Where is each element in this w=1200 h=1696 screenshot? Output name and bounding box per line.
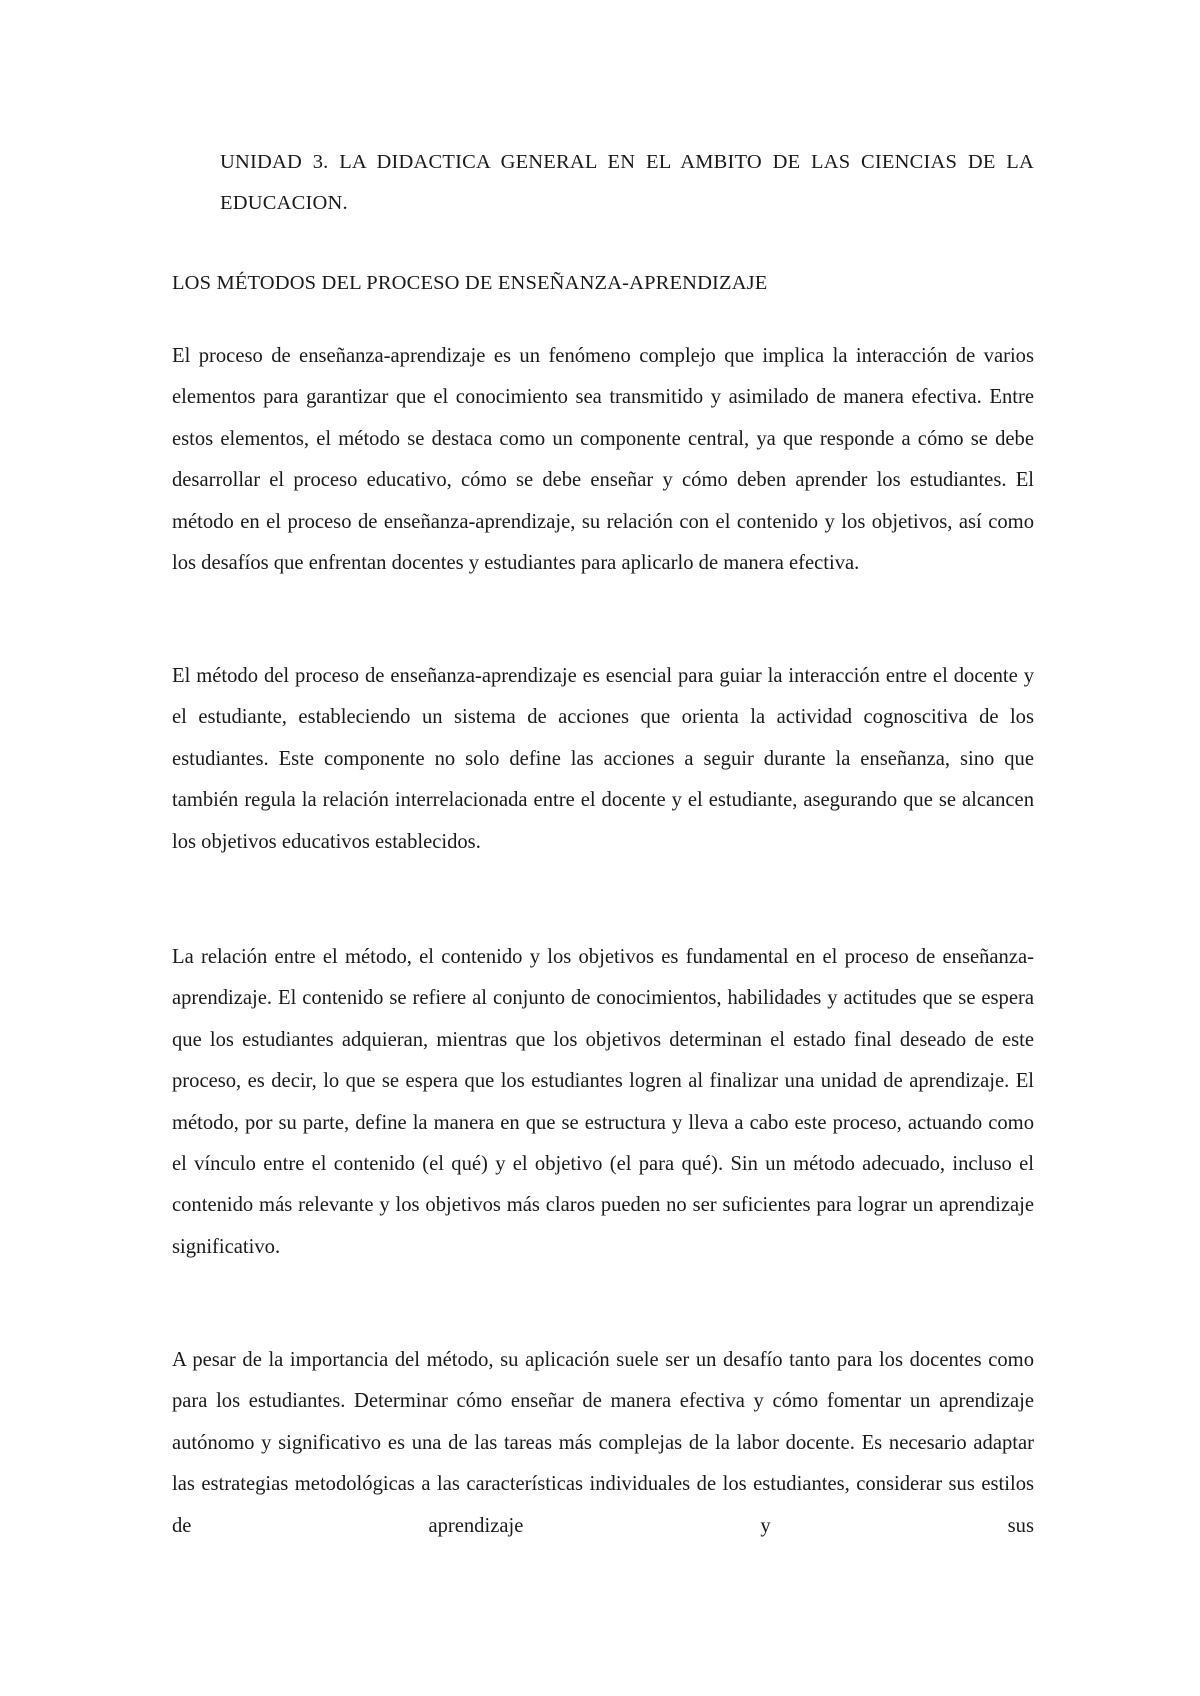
- body-paragraph-1: El proceso de enseñanza-aprendizaje es un fenómeno complejo que implica la interacción de varios elementos para garantizar que el conocimiento sea transmitido y asimilado de manera efectiva. Entre estos elementos, el método se destaca como un componente central, ya que responde a cómo se debe desarrollar el proceso educativo, cómo se debe enseñar y cómo deben aprender los estudiantes. El método en el proceso de enseñanza-aprendizaje, su relación con el contenido y los objetivos, así como los desafíos que enfrentan docentes y estudiantes para aplicarlo de manera efectiva.: [172, 345, 1034, 575]
- body-paragraph-2: El método del proceso de enseñanza-aprendizaje es esencial para guiar la interacción entre el docente y el estudiante, estableciendo un sistema de acciones que orienta la actividad cognoscitiva de los estudiantes. Este componente no solo define las acciones a seguir durante la enseñanza, sino que también regula la relación interrelacionada entre el docente y el estudiante, asegurando que se alcancen los objetivos educativos establecidos.: [172, 665, 1034, 853]
- unit-title: UNIDAD 3. LA DIDACTICA GENERAL EN EL AMBITO DE LAS CIENCIAS DE LA EDUCACION.: [220, 151, 1034, 214]
- body-paragraph-4: A pesar de la importancia del método, su aplicación suele ser un desafío tanto para los docentes como para los estudiantes. Determinar cómo enseñar de manera efectiva y cómo fomentar un aprendizaje autónomo y significativo es una de las tareas más complejas de la labor docente. Es necesario adaptar las estrategias metodológicas a las características individuales de los estudiantes, considerar sus estilos de aprendizaje y sus: [172, 1349, 1034, 1537]
- body-paragraph-3: La relación entre el método, el contenido y los objetivos es fundamental en el proceso de enseñanza-aprendizaje. El contenido se refiere al conjunto de conocimientos, habilidades y actitudes que se espera que los estudiantes adquieran, mientras que los objetivos determinan el estado final deseado de este proceso, es decir, lo que se espera que los estudiantes logren al finalizar una unidad de aprendizaje. El método, por su parte, define la manera en que se estructura y lleva a cabo este proceso, actuando como el vínculo entre el contenido (el qué) y el objetivo (el para qué). Sin un método adecuado, incluso el contenido más relevante y los objetivos más claros pueden no ser suficientes para lograr un aprendizaje significativo.: [172, 946, 1034, 1258]
- section-title: LOS MÉTODOS DEL PROCESO DE ENSEÑANZA-APRENDIZAJE: [172, 272, 768, 294]
